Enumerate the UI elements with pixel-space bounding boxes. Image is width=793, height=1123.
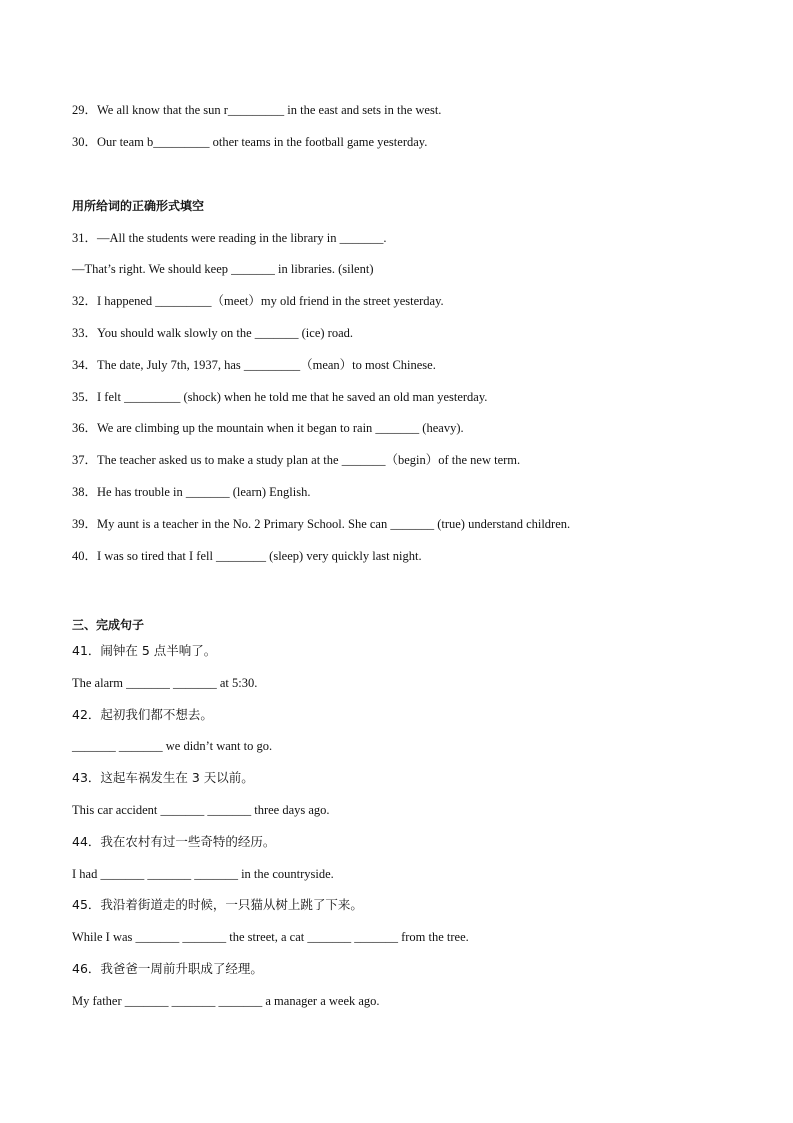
question-42-answer: _______ _______ we didn’t want to go. [72,739,273,753]
question-43-prompt: 43．这起车祸发生在 3 天以前。 [72,770,254,785]
question-41-prompt: 41．闹钟在 5 点半响了。 [72,643,217,658]
question-44-answer: I had _______ _______ _______ in the countryside. [72,867,334,881]
question-33: 33．You should walk slowly on the _______ (ice) road. [72,326,353,340]
question-41-answer: The alarm _______ _______ at 5:30. [72,676,258,690]
question-45-prompt: 45．我沿着街道走的时候，一只猫从树上跳了下来。 [72,897,363,912]
question-31: 31．—All the students were reading in the library in _______. [72,231,387,245]
question-35: 35．I felt _________ (shock) when he told me that he saved an old man yesterday. [72,390,488,404]
question-43-answer: This car accident _______ _______ three days ago. [72,803,330,817]
question-42-prompt: 42．起初我们都不想去。 [72,707,213,722]
question-29: 29．We all know that the sun r_________ in the east and sets in the west. [72,103,442,117]
question-32: 32．I happened _________（meet）my old friend in the street yesterday. [72,294,444,308]
question-38: 38．He has trouble in _______ (learn) English. [72,485,311,499]
question-39: 39．My aunt is a teacher in the No. 2 Primary School. She can _______ (true) understand children. [72,517,571,531]
question-34: 34．The date, July 7th, 1937, has _________（mean）to most Chinese. [72,358,436,372]
question-46-answer: My father _______ _______ _______ a manager a week ago. [72,994,380,1008]
question-45-answer: While I was _______ _______ the street, a cat _______ _______ from the tree. [72,930,469,944]
question-44-prompt: 44．我在农村有过一些奇特的经历。 [72,834,276,849]
question-36: 36．We are climbing up the mountain when it began to rain _______ (heavy). [72,421,464,435]
question-30: 30．Our team b_________ other teams in the football game yesterday. [72,135,428,149]
section-2-title: 用所给词的正确形式填空 [72,199,205,213]
question-40: 40．I was so tired that I fell ________ (sleep) very quickly last night. [72,549,422,563]
question-31-reply: —That’s right. We should keep _______ in libraries. (silent) [72,262,374,276]
question-37: 37．The teacher asked us to make a study plan at the _______（begin）of the new term. [72,453,521,467]
section-3-title: 三、完成句子 [72,618,145,632]
question-46-prompt: 46．我爸爸一周前升职成了经理。 [72,961,263,976]
